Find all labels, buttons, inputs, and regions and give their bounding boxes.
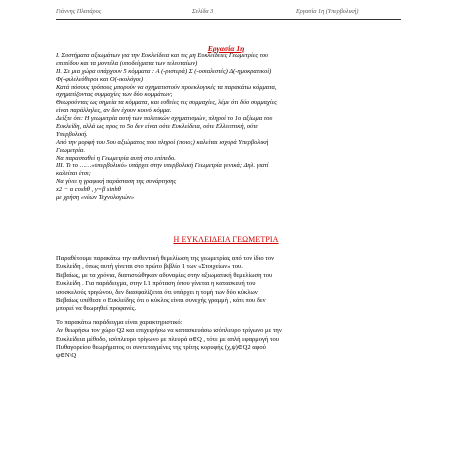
text-line: Ευκλείδη , όπως αυτή γίνεται στο πρώτο βιβλίο 1 των «Στοιχείων» του. [56, 263, 243, 271]
text-line: ΙΙΙ. Τι το ……«υπερβολικό» υπάρχει στην υπερβολική Γεωμετρία γενικά; Δηλ. γιατί [56, 162, 269, 170]
page-header [56, 7, 401, 20]
text-line: επιπέδου και τα μοντέλα (υποδείγματα των τελευταίων) [56, 59, 198, 67]
header-author: Γιάννης Πλατάρος [56, 8, 102, 15]
section-body [56, 255, 401, 361]
header-document-title: Εργασία 1η (Υπερβολική) [296, 8, 359, 15]
text-line: με χρήση «νέων Τεχνολογιών» [56, 194, 135, 202]
text-line: καλείται έτσι; [56, 170, 91, 178]
text-line: Να γίνει η γραφική παράσταση της συνάρτησης [56, 178, 177, 186]
text-line: Βεβαίως υπέθεσε ο Ευκλείδης ότι ο κύκλος είναι συνεχής γραμμή , κάτι που δεν [56, 296, 266, 304]
text-line: Γεωμετρία. [56, 146, 85, 154]
assignment-text [56, 52, 401, 202]
text-line: Από την μορφή του 5ου αξιώματος που πληροί (ποιο;) καλείται ισχυρά Υπερβολική [56, 138, 269, 146]
header-page-number: Σελίδα 3 [192, 8, 214, 15]
text-line: Παραθέτουμε παρακάτω την αυθεντική θεμελίωση της γεωμετρίας από τον ίδιο τον [56, 255, 275, 262]
text-line: Ευκλείδη, αλλά ως προς το 5ο δεν είναι ούτε Ευκλείδεια, ούτε Ελλειπτική, ούτε [56, 123, 258, 131]
text-line: είναι παράλληλες, αν δεν έχουν κοινό κόμμα. [56, 107, 172, 115]
text-line: ισοσκελούς τριγώνου, δεν διασφαλίζεται ότι υπάρχει η τομή των δύο κύκλων [56, 288, 258, 296]
text-line: Ευκλείδη . Για παράδειγμα, στην Ι.1 πρόταση όπου γίνεται η κατασκευή του [56, 280, 256, 288]
text-line: Κατά πόσους τρόπους μπορούν να σχηματιστούν προεκλογικές τα παρακάτω κόμματα, [56, 83, 277, 91]
text-line: Το παρακάτω παράδειγμα είναι χαρακτηριστικό: [56, 318, 183, 326]
section-heading: Η ΕΥΚΛΕΙΔΕΙΑ ΓΕΩΜΕΤΡΙΑ [173, 235, 279, 244]
assignment-title: Εργασία 1η [207, 44, 245, 53]
text-line: Αν θεωρήσω τον χώρο Q2 και επιχειρήσω να κατασκευάσω ισόπλευρο τρίγωνο με την [56, 327, 282, 335]
text-line: Να παρασταθεί η Γεωμετρία αυτή στο επίπεδο. [56, 154, 176, 162]
text-line: Υπερβολική. [56, 130, 88, 138]
text-line: Βεβαίως, με τα χρόνια, διαπιστώθηκαν αδυναμίες στην αξιωματική θεμελίωση του [56, 271, 273, 279]
text-line: Θεωρούντας ως σημεία τα κόμματα, και ευθείες τις συμμαχίες, λέμε ότι δύο συμμαχίες [56, 99, 277, 107]
text-line: Ευκλείδεια μέθοδο, ισόπλευρο τρίγωνο με πλευρά α∈Q , τότε με απλή εφαρμογή του [56, 335, 279, 343]
text-line: x2 − α coshθ , y=β sinhθ [56, 186, 121, 194]
text-line: Φ(-φιλελεύθεροι και Ο(-ικολόγοι) [56, 75, 143, 83]
text-line: σχηματίζοντας συμμαχίες των δύο κομμάτων; [56, 91, 173, 99]
text-line: Δείξτε ότι: Η γεωμετρία αυτή των πολιτικών σχηματισμών, πληροί το 1ο αξίωμα του [56, 115, 273, 123]
text-line: Πυθαγορείου θεωρήματος οι συντεταγμένες της τρίτης κορυφής (χ,ψ)∈Q2 αφού [56, 343, 266, 351]
text-line: ψ∈N\Q [56, 352, 77, 360]
text-line: μπορεί να θεωρηθεί προφανές. [56, 305, 137, 313]
text-line: ΙΙ. Σε μια χώρα υπάρχουν 5 κόμματα : Α (-ριστερά) Σ (-οσιαλιστές) Δ(-ημοκρατικοί) [56, 67, 272, 75]
text-line: Ι. Συστήματα αξιωμάτων για την Ευκλείδεια και τις μη Ευκλείδειες Γεωμετρίες του [56, 52, 269, 59]
